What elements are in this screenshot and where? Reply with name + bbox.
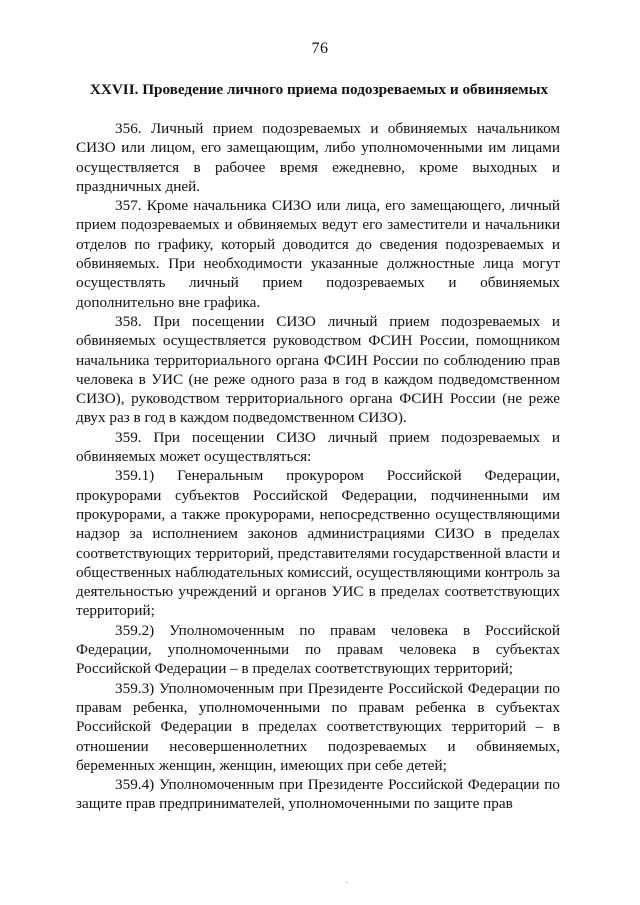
body-text: [76, 119, 560, 814]
section-title: XXVII. Проведение личного приема подозреваемых и обвиняемых: [89, 81, 549, 98]
paragraph-359-2: 359.2) Уполномоченным по правам человека в Российской Федерации, уполномоченными по правам человека в субъектах Российской Федерации – в пределах соответствующих территорий;: [76, 621, 560, 678]
paragraph-359-1: 359.1) Генеральным прокурором Российской Федерации, прокурорами субъектов Российской Федерации, подчиненными им прокурорами, а также прокурорами, непосредственно осуществляющими надзор за исполнением законов администрациями СИЗО в пределах соответствующих территорий, представителями государственной власти и общественных наблюдательных комиссий, осуществляющими контроль за деятельностью учреждений и органов УИС в пределах соответствующих территорий;: [76, 467, 560, 620]
scan-speck: [346, 882, 348, 883]
paragraph-357: 357. Кроме начальника СИЗО или лица, его замещающего, личный прием подозреваемых и обвиняемых ведут его заместители и начальники отделов по графику, который доводится до сведения подозреваемых и обвиняемых. При необходимости указанные должностные лица могут осуществлять личный прием подозреваемых и обвиняемых дополнительно вне графика.: [76, 197, 560, 311]
paragraph-359-4: 359.4) Уполномоченным при Президенте Российской Федерации по защите прав предпринимателей, уполномоченными по защите прав: [76, 776, 560, 813]
paragraph-359: 359. При посещении СИЗО личный прием подозреваемых и обвиняемых может осуществляться:: [76, 428, 560, 466]
paragraph-358: 358. При посещении СИЗО личный прием подозреваемых и обвиняемых осуществляется руководством ФСИН России, помощником начальника территориального органа ФСИН России по соблюдению прав человека в УИС (не реже одного раза в год в каждом подведомственном СИЗО), руководством территориального органа ФСИН России (не реже двух раз в год в каждом подведомственном СИЗО).: [76, 312, 560, 427]
paragraph-356: 356. Личный прием подозреваемых и обвиняемых начальником СИЗО или лицом, его замещающим, либо уполномоченными им лицами осуществляется в рабочее время ежедневно, кроме выходных и праздничных дней.: [76, 120, 560, 195]
page-number: 76: [311, 40, 329, 57]
paragraph-359-3: 359.3) Уполномоченным при Президенте Российской Федерации по правам ребенка, уполномоченными по правам ребенка в субъектах Российской Федерации в пределах соответствующих территорий – в отношении несовершеннолетних подозреваемых и обвиняемых, беременных женщин, женщин, имеющих при себе детей;: [76, 679, 560, 774]
